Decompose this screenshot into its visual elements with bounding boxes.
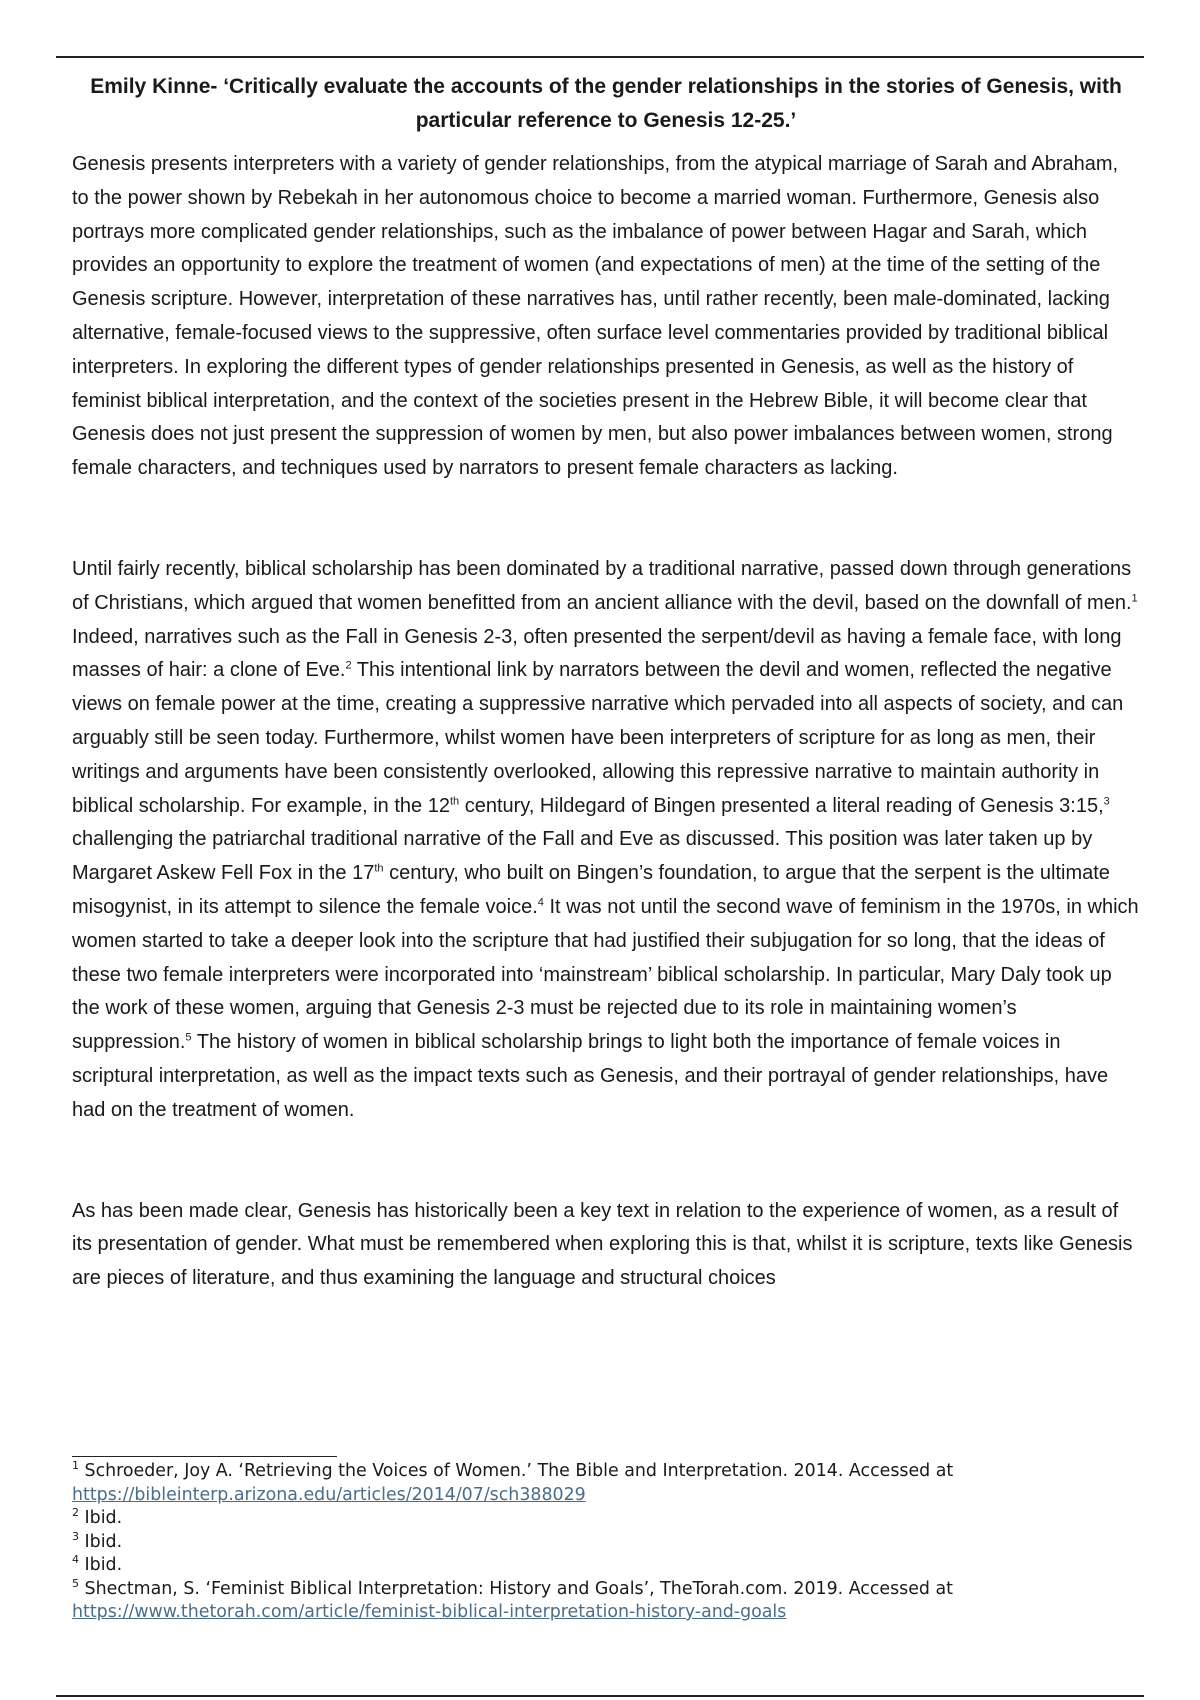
paragraph-text: As has been made clear, Genesis has historically been a key text in relation to the experience of women, as a result of its presentation of gender. What must be remembered when exploring this is that, whilst it is scripture, texts like Genesis are pieces of literature, and thus examining the language and structural choices — [72, 1199, 1133, 1290]
footnote-4 — [72, 1554, 1142, 1578]
paragraph-text: Until fairly recently, biblical scholarship has been dominated by a traditional narrative, passed down through generations of Christians, which argued that women benefitted from an ancient alliance with the devil, based on the downfall of men. — [72, 557, 1132, 614]
footnote-text: Ibid. — [79, 1508, 123, 1528]
footnote-3 — [72, 1531, 1142, 1555]
top-rule — [56, 56, 1144, 58]
footnotes — [72, 1460, 1142, 1625]
footnote-marker: 3 — [1103, 794, 1110, 807]
footnote-marker: 4 — [537, 896, 544, 909]
footnote-text: Shectman, S. ‘Feminist Biblical Interpretation: History and Goals’, TheTorah.com. 2019. Accessed at — [79, 1578, 953, 1599]
footnote-5-link-line — [72, 1601, 1142, 1625]
footnote-marker: th — [449, 794, 460, 807]
footnote-number: 1 — [72, 1459, 79, 1473]
footnote-marker: 5 — [185, 1031, 192, 1044]
paragraph-text: century, who built on Bingen’s foundation, to argue that the serpent is the ultimate misogynist, in its attempt to silence the female voice. — [72, 862, 1110, 918]
paragraph-3 — [72, 1195, 1140, 1296]
paragraph-text: This intentional link by narrators between the devil and women, reflected the negative views on female power at the time, creating a suppressive narrative which pervaded into all aspects of society, and can arguably still be seen today. Furthermore, whilst women have been interpreters of scripture for as long as men, their writings and arguments have been consistently overlooked, allowing this repressive narrative to maintain authority in biblical scholarship. For example, in the 12 — [72, 659, 1124, 817]
footnote-1 — [72, 1460, 1142, 1484]
page-title: Emily Kinne- ‘Critically evaluate the accounts of the gender relationships in the stories of Genesis, with particular reference to Genesis 12-25.’ — [90, 75, 1122, 132]
footnote-text: Ibid. — [79, 1555, 123, 1575]
paragraph-text: century, Hildegard of Bingen presented a literal reading of Genesis 3:15, — [459, 794, 1104, 817]
footnote-link[interactable]: https://www.thetorah.com/article/feminist-biblical-interpretation-history-and-goals — [72, 1602, 787, 1622]
footnote-number: 5 — [72, 1576, 79, 1590]
paragraph-text: It was not until the second wave of feminism in the 1970s, in which women started to take a deeper look into the scripture that had justified their subjugation for so long, that the ideas of these two female interpreters were incorporated into ‘mainstream’ biblical scholarship. In particular, Mary Daly took up the work of these women, arguing that Genesis 2-3 must be rejected due to its role in maintaining women’s suppression. — [72, 895, 1139, 1054]
footnote-number: 3 — [72, 1529, 79, 1543]
footnote-2 — [72, 1507, 1142, 1531]
footnote-5 — [72, 1578, 1142, 1602]
document-page — [72, 70, 1140, 1296]
footnote-1-link-line — [72, 1484, 1142, 1508]
footnote-marker: th — [374, 862, 384, 875]
footnote-number: 2 — [72, 1506, 79, 1520]
footnote-text: Ibid. — [79, 1531, 123, 1552]
paragraph-1 — [72, 148, 1140, 486]
paragraph-text: Genesis presents interpreters with a variety of gender relationships, from the atypical marriage of Sarah and Abraham, to the power shown by Rebekah in her autonomous choice to become a married woman. Furthermore, Genesis also portrays more complicated gender relationships, such as the imbalance of power between Hagar and Sarah, which provides an opportunity to explore the treatment of women (and expectations of men) at the time of the setting of the Genesis scripture. However, interpretation of these narratives has, until rather recently, been male-dominated, lacking alternative, female-focused views to the suppressive, often surface level commentaries provided by traditional biblical interpreters. In exploring the different types of gender relationships presented in Genesis, as well as the history of feminist biblical interpretation, and the context of the societies present in the Hebrew Bible, it will become clear that Genesis does not just present the suppression of women by men, but also power imbalances between women, strong female characters, and techniques used by narrators to present female characters as lacking. — [72, 153, 1119, 480]
footnote-link[interactable]: https://bibleinterp.arizona.edu/articles/2014/07/sch388029 — [72, 1484, 586, 1505]
footnote-text: Schroeder, Joy A. ‘Retrieving the Voices of Women.’ The Bible and Interpretation. 2014. Accessed at — [79, 1461, 954, 1481]
footnote-marker: 2 — [345, 659, 352, 672]
footnote-number: 4 — [72, 1553, 79, 1567]
footnote-separator — [72, 1456, 337, 1457]
footnote-marker: 1 — [1131, 592, 1138, 605]
paragraph-2 — [72, 553, 1140, 1128]
paragraph-text: The history of women in biblical scholarship brings to light both the importance of female voices in scriptural interpretation, as well as the impact texts such as Genesis, and their portrayal of gender relationships, have had on the treatment of women. — [72, 1031, 1109, 1121]
paragraph-text: challenging the patriarchal traditional narrative of the Fall and Eve as discussed. This position was later taken up by Margaret Askew Fell Fox in the 17 — [72, 828, 1093, 885]
paragraph-text: Indeed, narratives such as the Fall in Genesis 2-3, often presented the serpent/devil as having a female face, with long masses of hair: a clone of Eve. — [72, 625, 1122, 682]
bottom-rule — [56, 1695, 1144, 1697]
